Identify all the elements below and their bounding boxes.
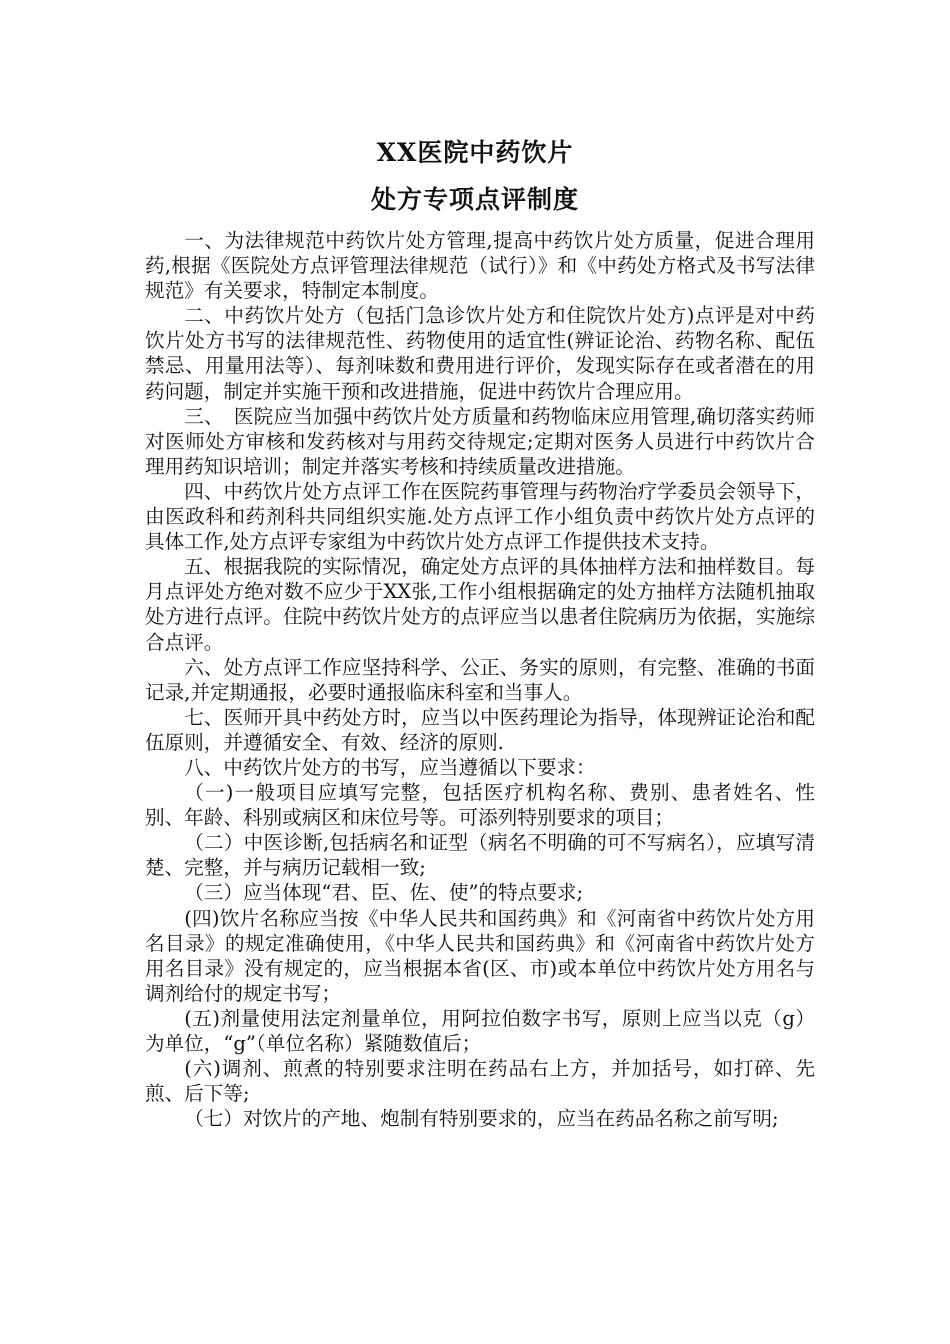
paragraph-1: 一、为法律规范中药饮片处方管理,提高中药饮片处方质量，促进合理用药,根据《医院处方点评管理法律规范（试行）》和《中药处方格式及书写法律规范》有关要求，特制定本制度。 (145, 229, 815, 303)
sub-item-1: （一)一般项目应填写完整，包括医疗机构名称、费别、患者姓名、性别、年龄、科别或病区和床位号等。可添列特别要求的项目； (145, 781, 815, 830)
paragraph-5: 五、根据我院的实际情况，确定处方点评的具体抽样方法和抽样数目。每月点评处方绝对数不应少于XX张,工作小组根据确定的处方抽样方法随机抽取处方进行点评。住院中药饮片处方的点评应当以患者住院病历为依据，实施综合点评。 (145, 555, 815, 654)
paragraph-3: 三、 医院应当加强中药饮片处方质量和药物临床应用管理,确切落实药师对医师处方审核和发药核对与用药交待规定;定期对医务人员进行中药饮片合理用药知识培训；制定并落实考核和持续质量改进措施。 (145, 404, 815, 478)
paragraph-8: 八、中药饮片处方的书写，应当遵循以下要求： (184, 755, 596, 779)
document-subtitle: 处方专项点评制度 (370, 185, 579, 214)
paragraph-4: 四、中药饮片处方点评工作在医院药事管理与药物治疗学委员会领导下，由医政科和药剂科共同组织实施.处方点评工作小组负责中药饮片处方点评的具体工作,处方点评专家组为中药饮片处方点评工作提供技术支持。 (145, 479, 815, 554)
paragraph-7: 七、医师开具中药处方时，应当以中医药理论为指导，体现辨证论治和配伍原则，并遵循安全、有效、经济的原则. (145, 705, 815, 754)
paragraph-6: 六、处方点评工作应坚持科学、公正、务实的原则，有完整、准确的书面记录,并定期通报，必要时通报临床科室和当事人。 (145, 655, 815, 704)
sub-item-6: (六)调剂、煎煮的特别要求注明在药品右上方，并加括号，如打碎、先煎、后下等; (145, 1057, 815, 1106)
sub-item-3: （三）应当体现“君、臣、佐、使”的特点要求; (184, 881, 584, 905)
sub-item-4: (四)饮片名称应当按《中华人民共和国药典》和《河南省中药饮片处方用名目录》的规定准确使用，《中华人民共和国药典》和《河南省中药饮片处方用名目录》没有规定的，应当根据本省(区、市)或本单位中药饮片处方用名与调剂给付的规定书写； (145, 906, 815, 1005)
sub-item-2: （二）中医诊断,包括病名和证型（病名不明确的可不写病名），应填写清楚、完整，并与病历记载相一致; (145, 831, 815, 880)
paragraph-2: 二、中药饮片处方（包括门急诊饮片处方和住院饮片处方)点评是对中药饮片处方书写的法律规范性、药物使用的适宜性(辨证论治、药物名称、配伍禁忌、用量用法等）、每剂味数和费用进行评价，发现实际存在或者潜在的用药问题，制定并实施干预和改进措施，促进中药饮片合理应用。 (145, 304, 815, 403)
document-body (145, 228, 815, 1131)
document-title: XX医院中药饮片 (376, 138, 574, 167)
sub-item-7: （七）对饮片的产地、炮制有特别要求的，应当在药品名称之前写明; (184, 1107, 779, 1131)
sub-item-5: (五)剂量使用法定剂量单位，用阿拉伯数字书写，原则上应当以克（g）为单位，“g”（单位名称）紧随数值后； (145, 1006, 815, 1055)
